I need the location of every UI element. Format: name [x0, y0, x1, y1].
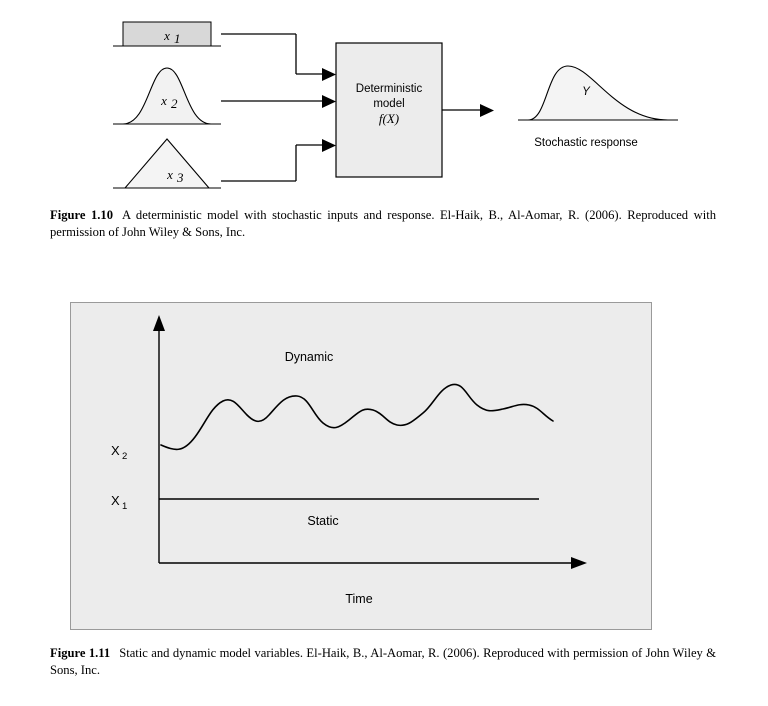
input-x2-subscript: 2 [171, 96, 178, 111]
figure-1-11-caption-label: Figure 1.11 [50, 646, 111, 660]
connector-x3-to-model [221, 139, 336, 181]
y-axis [153, 315, 165, 563]
model-box-line1: Deterministic [355, 83, 423, 95]
y-label-x1-subscript: 1 [122, 501, 128, 512]
y-label-x2-subscript: 2 [122, 451, 128, 462]
output-y-label: Y [582, 86, 590, 98]
connector-x1-to-model [221, 34, 336, 81]
input-x1-subscript: 1 [174, 31, 181, 46]
input-x3-subscript: 3 [177, 170, 184, 185]
input-x3-label: x [167, 167, 173, 182]
dynamic-series-curve [161, 384, 553, 449]
figure-1-11-caption-text: Static and dynamic model variables. El-Haik, B., Al-Aomar, R. (2006). Reproduced with permission of John Wiley & Sons, Inc. [50, 646, 717, 677]
figure-1-10-diagram [0, 0, 768, 200]
figure-1-11-caption [50, 645, 716, 679]
x-axis [159, 557, 587, 569]
y-label-x2: X [111, 443, 120, 458]
connector-model-to-output [442, 104, 494, 117]
input-x1-label: x [164, 28, 170, 43]
connector-x2-to-model [221, 95, 336, 108]
y-label-x1: X [111, 493, 120, 508]
x-axis-label: Time [345, 592, 373, 606]
output-response-shape [518, 66, 678, 120]
static-series-label: Static [307, 514, 339, 528]
deterministic-model-box [336, 43, 442, 177]
figure-1-11-chart [70, 302, 652, 630]
model-box-line2: model [373, 98, 405, 110]
input-x2-label: x [161, 93, 167, 108]
figure-1-10-caption-label: Figure 1.10 [50, 208, 113, 222]
dynamic-series-label: Dynamic [284, 350, 334, 364]
input-x2-normal-shape [113, 68, 221, 124]
model-box-line3: f(X) [378, 111, 400, 126]
output-caption-label: Stochastic response [534, 137, 638, 149]
figure-1-10-caption-text: A deterministic model with stochastic inputs and response. El-Haik, B., Al-Aomar, R. (2006). Reproduced with permission of John Wiley & Sons, Inc. [50, 208, 716, 239]
figure-1-10-caption [50, 207, 716, 241]
